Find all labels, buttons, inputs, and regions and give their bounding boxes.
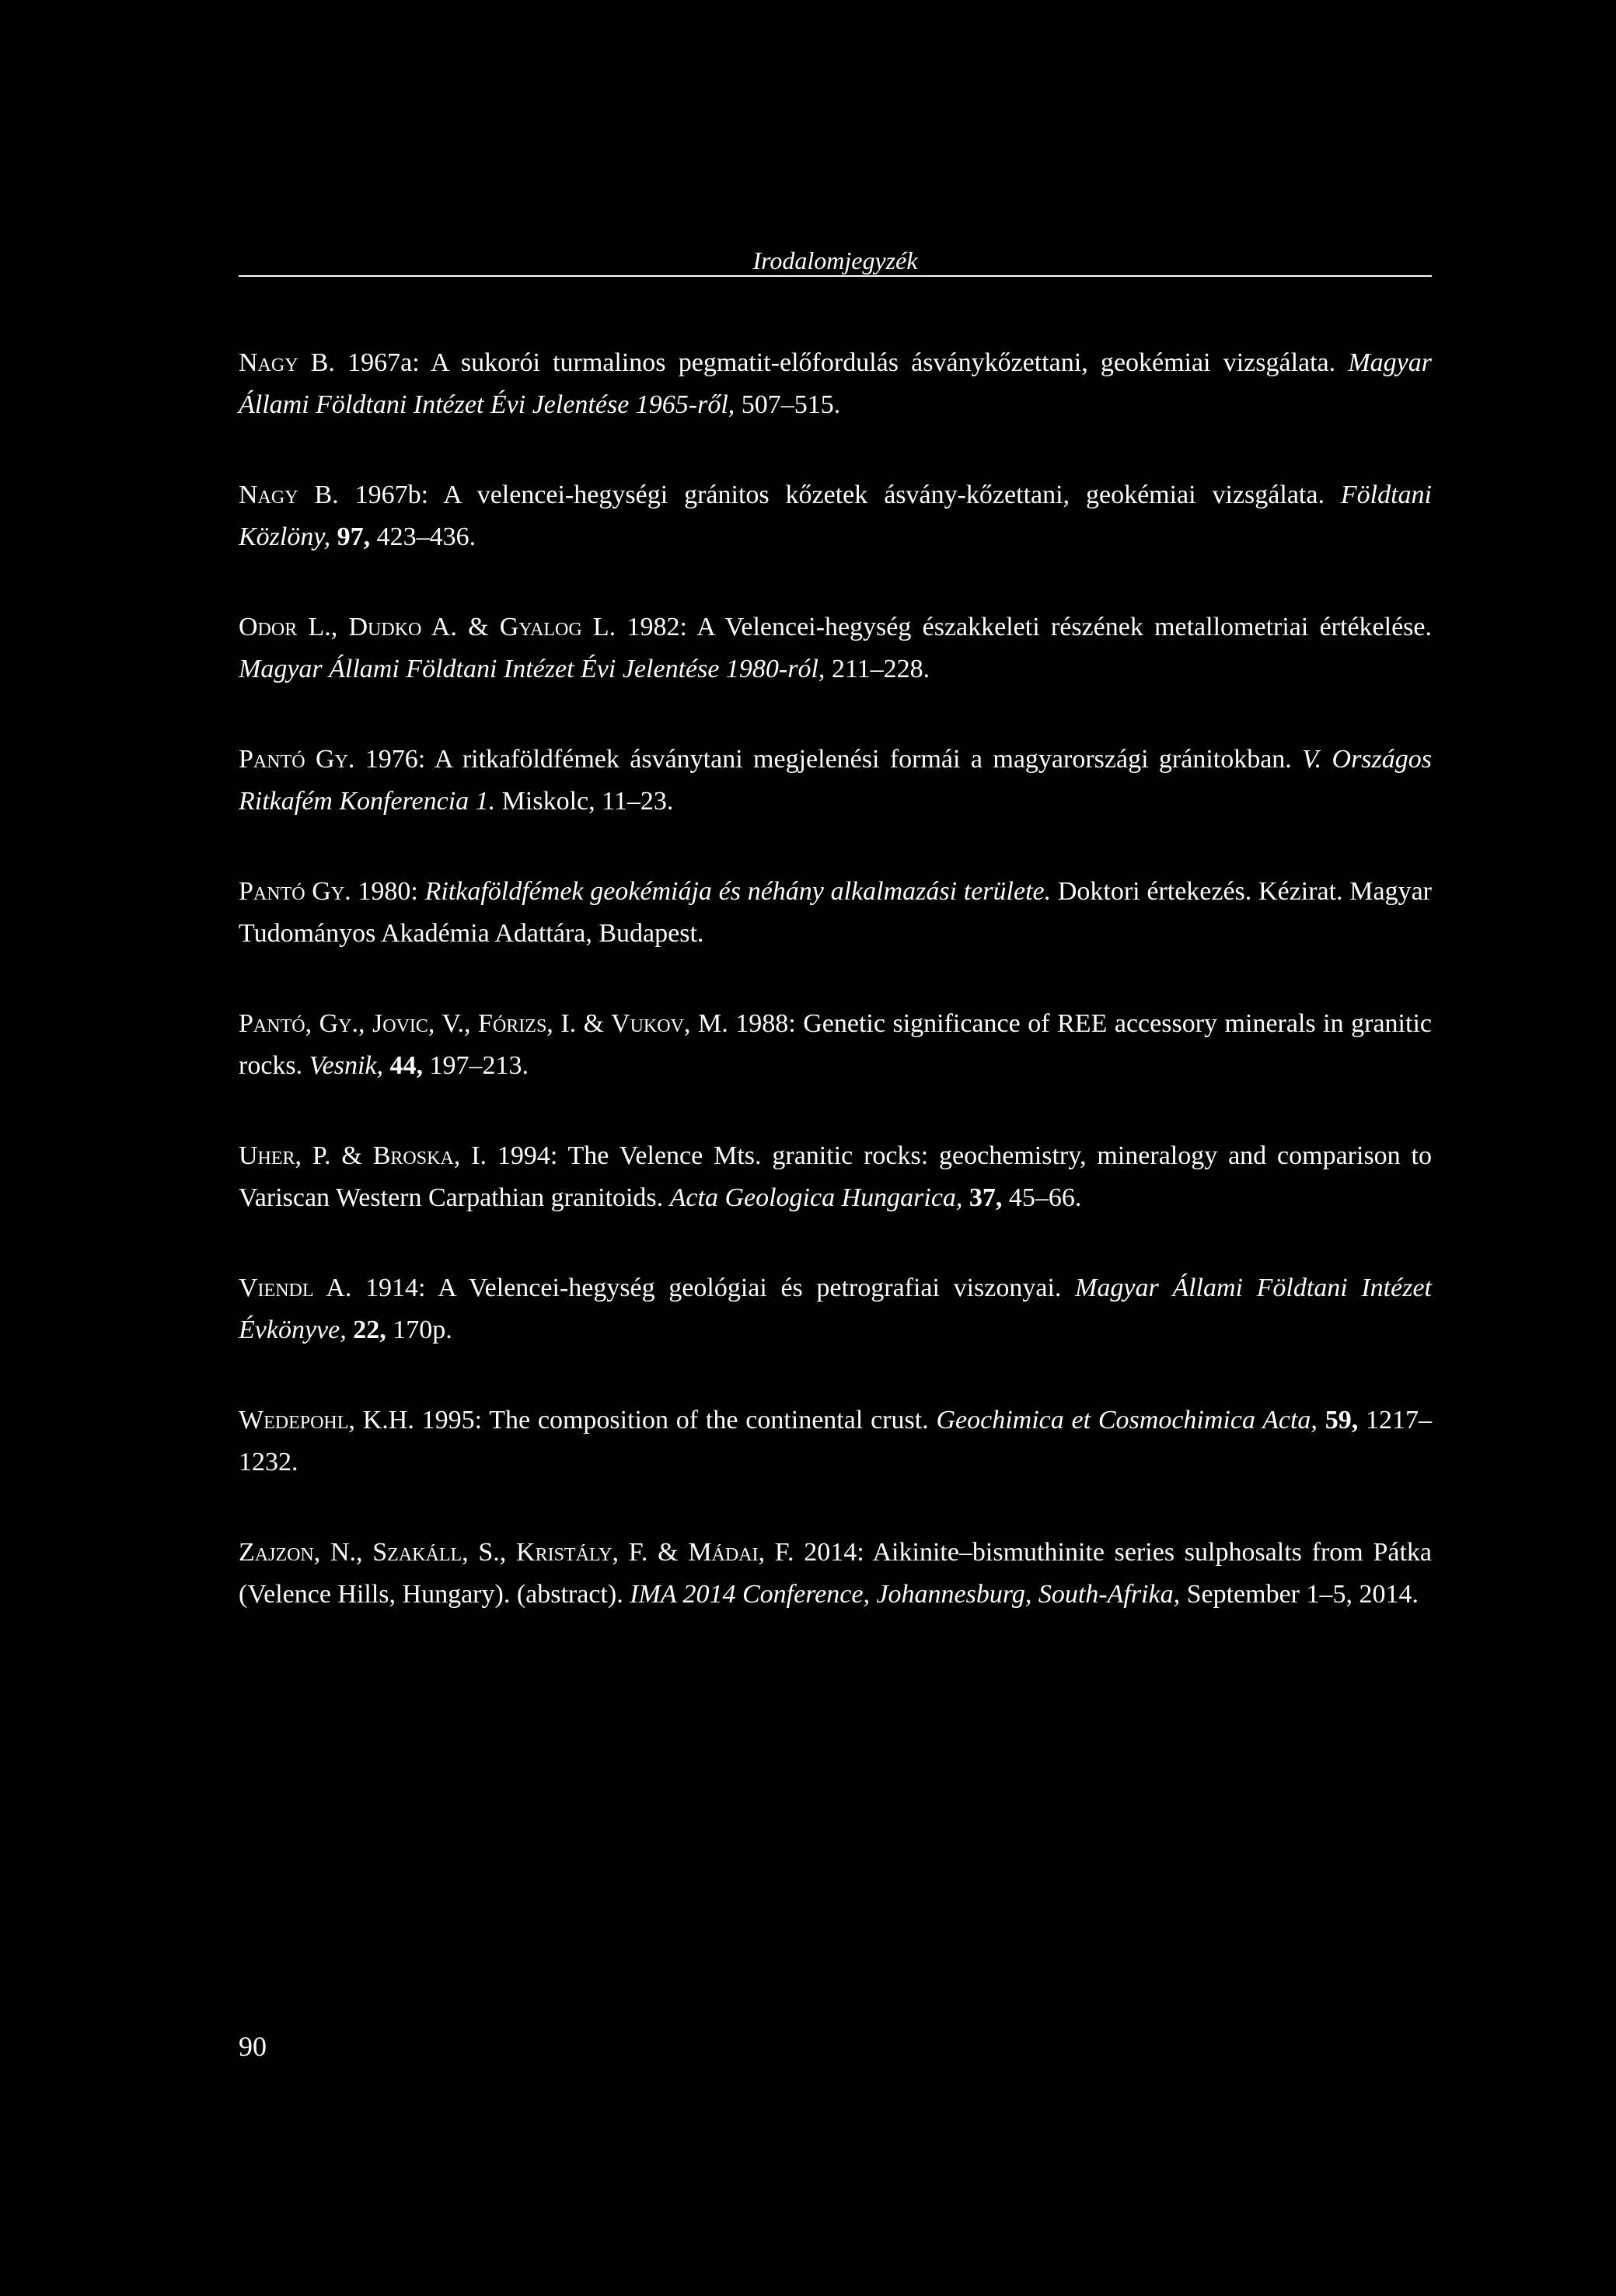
reference-entry [239, 342, 1432, 426]
reference-text: 1982: A Velencei-hegység északkeleti részének metallometriai értékelése. [616, 613, 1432, 641]
reference-list [239, 342, 1432, 1664]
reference-volume: 44, [383, 1051, 424, 1080]
reference-authors: Zajzon, N., Szakáll, S., Kristály, F. & Mádai, F. [239, 1538, 794, 1567]
reference-entry [239, 871, 1432, 955]
reference-pages: Miskolc, 11–23. [495, 787, 674, 816]
page-number: 90 [239, 2031, 267, 2062]
reference-pages: 197–213. [423, 1051, 529, 1080]
reference-authors: Wedepohl, K.H. [239, 1406, 414, 1435]
reference-text: 2014: Aikinite–bismuthinite series sulphosalts from Pátka (Velence Hills, Hungary). (abstract). [239, 1538, 1432, 1609]
reference-authors: Nagy B. [239, 348, 335, 377]
reference-pages: 45–66. [1002, 1183, 1082, 1212]
reference-source: Magyar Állami Földtani Intézet Évi Jelentése 1965-ről, [239, 348, 1432, 419]
reference-volume: 37, [962, 1183, 1003, 1212]
reference-pages: September 1–5, 2014. [1180, 1580, 1419, 1609]
reference-source: Vesnik, [309, 1051, 384, 1080]
reference-entry [239, 606, 1432, 690]
reference-volume: 22, [346, 1316, 386, 1344]
reference-text: 1994: The Velence Mts. granitic rocks: geochemistry, mineralogy and comparison to Variscan Western Carpathian granitoids. [239, 1141, 1432, 1212]
reference-source: Acta Geologica Hungarica, [669, 1183, 963, 1212]
reference-authors: Uher, P. & Broska, I. [239, 1141, 487, 1170]
reference-pages: 211–228. [825, 655, 930, 683]
reference-entry [239, 1532, 1432, 1616]
reference-text: 1995: The composition of the continental crust. [414, 1406, 937, 1435]
running-header: Irodalomjegyzék [239, 246, 1432, 277]
reference-pages: Doktori értekezés. Kézirat. Magyar Tudományos Akadémia Adattára, Budapest. [239, 877, 1433, 948]
reference-text: 1980: [351, 877, 425, 906]
reference-volume: 59, [1317, 1406, 1359, 1435]
reference-text: 1914: A Velencei-hegység geológiai és petrografiai viszonyai. [351, 1274, 1076, 1302]
reference-pages: 1217–1232. [239, 1406, 1433, 1476]
reference-entry [239, 474, 1432, 558]
reference-volume: 97, [330, 522, 371, 551]
reference-entry [239, 1135, 1432, 1219]
reference-source: Földtani Közlöny, [239, 481, 1432, 551]
reference-entry [239, 1400, 1432, 1483]
reference-source: V. Országos Ritkafém Konferencia 1. [239, 745, 1432, 816]
reference-authors: Viendl A. [239, 1274, 352, 1302]
reference-pages: 170p. [386, 1316, 452, 1344]
reference-entry [239, 1003, 1432, 1087]
reference-source: Magyar Állami Földtani Intézet Évkönyve, [239, 1274, 1432, 1344]
reference-text: 1988: Genetic significance of REE accessory minerals in granitic rocks. [239, 1009, 1432, 1080]
reference-pages: 423–436. [370, 522, 476, 551]
reference-source: IMA 2014 Conference, Johannesburg, South-Afrika, [630, 1580, 1181, 1609]
reference-text: 1976: A ritkaföldfémek ásványtani megjelenési formái a magyarországi gránitokban. [354, 745, 1303, 774]
reference-entry [239, 1267, 1432, 1351]
reference-text: 1967a: A sukorói turmalinos pegmatit-előfordulás ásványkőzettani, geokémiai vizsgálata. [334, 348, 1349, 377]
reference-text: 1967b: A velencei-hegységi gránitos kőzetek ásvány-kőzettani, geokémiai vizsgálata. [338, 481, 1341, 509]
reference-authors: Pantó Gy. [239, 877, 351, 906]
reference-source: Ritkaföldfémek geokémiája és néhány alkalmazási területe. [424, 877, 1052, 906]
reference-authors: Nagy B. [239, 481, 339, 509]
reference-authors: Pantó, Gy., Jovic, V., Fórizs, I. & Vukov, M. [239, 1009, 728, 1038]
reference-authors: Pantó Gy. [239, 745, 355, 774]
reference-source: Magyar Állami Földtani Intézet Évi Jelentése 1980-ról, [239, 655, 825, 683]
reference-authors: Odor L., Dudko A. & Gyalog L. [239, 613, 616, 641]
reference-pages: 507–515. [735, 390, 841, 419]
reference-entry [239, 739, 1432, 823]
reference-source: Geochimica et Cosmochimica Acta, [936, 1406, 1318, 1435]
